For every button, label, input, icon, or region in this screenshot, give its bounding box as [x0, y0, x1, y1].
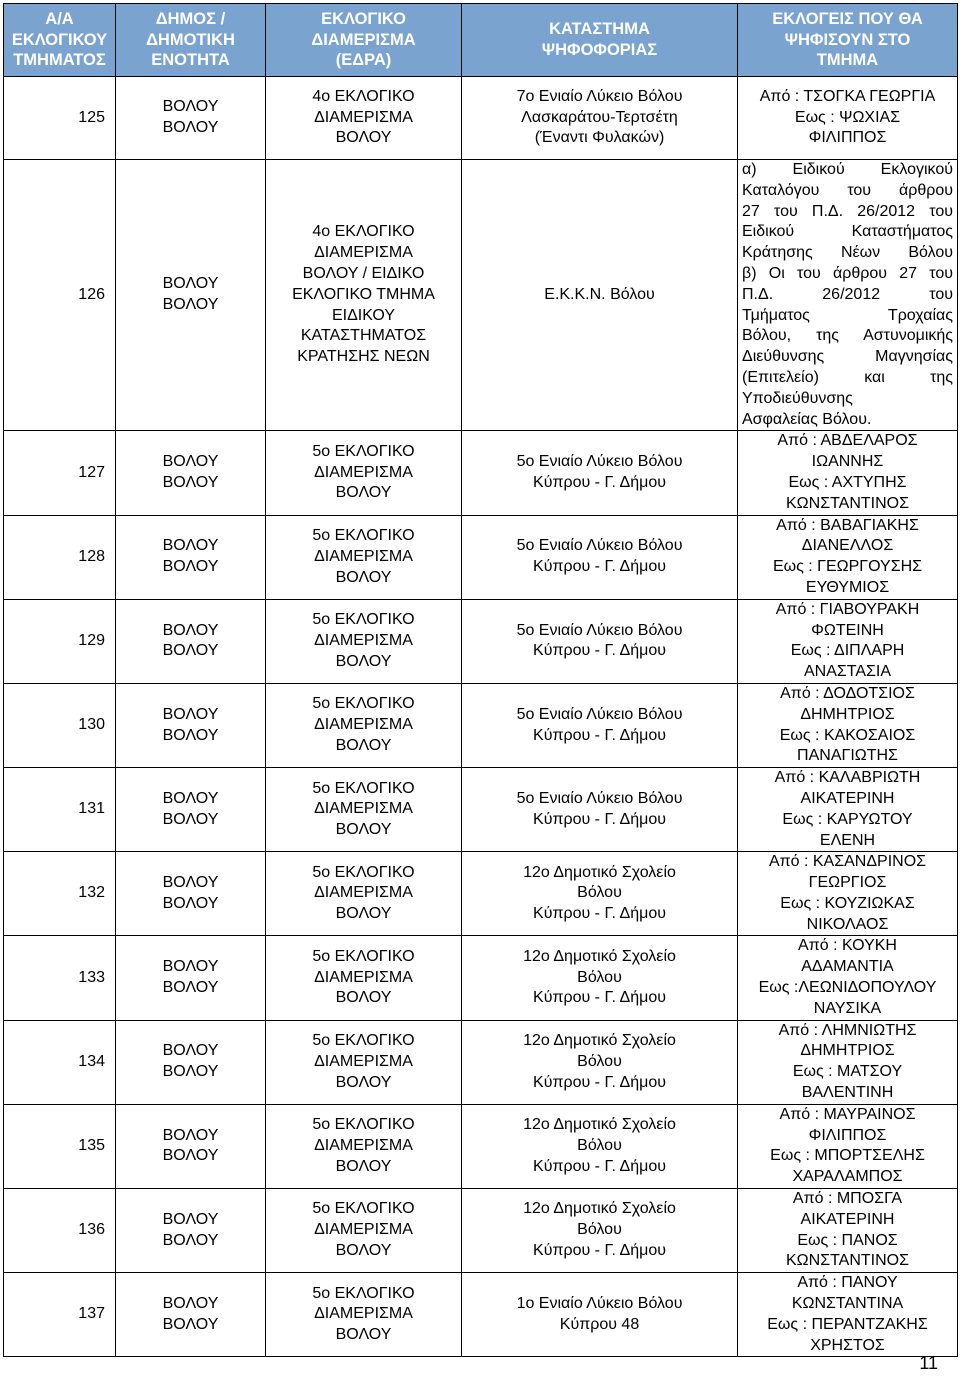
header-line: ΕΚΛΟΓΕΙΣ ΠΟΥ ΘΑ	[772, 9, 923, 28]
cell-line: Εως : ΜΠΟΡΤΣΕΛΗΣ	[770, 1147, 925, 1165]
section-number: 127	[4, 431, 116, 515]
polling-station-cell	[462, 1189, 738, 1273]
electoral-district-cell	[266, 77, 462, 160]
cell-line: ΔΙΑΜΕΡΙΣΜΑ	[314, 968, 413, 986]
cell-line: Εως : ΠΑΝΟΣ	[797, 1231, 898, 1249]
cell-line: 5ο ΕΚΛΟΓΙΚΟ	[312, 1116, 415, 1134]
cell-line: Από : ΜΠΟΣΓΑ	[792, 1190, 903, 1208]
header-line: ΨΗΦΙΣΟΥΝ ΣΤΟ	[784, 30, 911, 49]
cell-line: ΚΑΤΑΣΤΗΜΑΤΟΣ	[300, 327, 427, 345]
cell-line: ΝΑΥΣΙΚΑ	[813, 999, 882, 1017]
cell-line: ΑΙΚΑΤΕΡΙΝΗ	[800, 789, 895, 807]
cell-line: Π.Δ. 26/2012 του	[742, 285, 953, 303]
polling-station-cell	[462, 852, 738, 936]
cell-line: ΒΑΛΕΝΤΙΝΗ	[801, 1084, 894, 1102]
polling-station-cell	[462, 1104, 738, 1188]
municipality-cell	[116, 1020, 266, 1104]
cell-line: Κύπρου 48	[559, 1315, 640, 1333]
section-number: 126	[4, 160, 116, 431]
municipality-cell	[116, 515, 266, 599]
cell-line: 5ο ΕΚΛΟΓΙΚΟ	[312, 1284, 415, 1302]
section-number: 137	[4, 1273, 116, 1357]
cell-line: ΔΙΑΜΕΡΙΣΜΑ	[314, 631, 413, 649]
cell-line: Κύπρου - Γ. Δήμου	[533, 989, 666, 1007]
cell-line: ΔΙΑΜΕΡΙΣΜΑ	[314, 1052, 413, 1070]
cell-line: ΒΟΛΟΥ	[335, 1242, 392, 1260]
cell-line: ΔΗΜΗΤΡΙΟΣ	[800, 1042, 895, 1060]
cell-line: Κύπρου - Γ. Δήμου	[533, 1157, 666, 1175]
electoral-district-cell	[266, 768, 462, 852]
electoral-district-cell	[266, 1273, 462, 1357]
electoral-district-cell	[266, 599, 462, 683]
cell-line: ΓΕΩΡΓΙΟΣ	[808, 874, 887, 892]
voters-cell	[738, 515, 958, 599]
section-number: 125	[4, 77, 116, 160]
section-number: 132	[4, 852, 116, 936]
header-row	[4, 4, 958, 77]
table-row	[4, 1104, 958, 1188]
cell-line: Κύπρου - Γ. Δήμου	[533, 726, 666, 744]
cell-line: Εως : ΚΑΚΟΣΑΙΟΣ	[779, 726, 916, 744]
cell-line: ΔΗΜΗΤΡΙΟΣ	[800, 705, 895, 723]
cell-line: ΒΟΛΟΥ	[335, 1157, 392, 1175]
polling-station-cell	[462, 1020, 738, 1104]
cell-line: 4ο ΕΚΛΟΓΙΚΟ	[312, 87, 415, 105]
cell-line: ΔΙΑΜΕΡΙΣΜΑ	[314, 716, 413, 734]
electoral-district-cell	[266, 160, 462, 431]
table-row	[4, 852, 958, 936]
municipality-cell	[116, 768, 266, 852]
cell-line: 1ο Ενιαίο Λύκειο Βόλου	[516, 1295, 683, 1313]
section-number: 129	[4, 599, 116, 683]
cell-line: Κύπρου - Γ. Δήμου	[533, 642, 666, 660]
cell-line: Κύπρου - Γ. Δήμου	[533, 1242, 666, 1260]
cell-line: ΚΩΝΣΤΑΝΤΙΝΟΣ	[786, 1252, 909, 1270]
cell-line: ΑΔΑΜΑΝΤΙΑ	[801, 958, 894, 976]
cell-line: 12ο Δημοτικό Σχολείο	[523, 1032, 676, 1050]
polling-station-cell	[462, 77, 738, 160]
cell-line: ΒΟΛΟΥ	[162, 621, 219, 639]
cell-line: ΒΟΛΟΥ / ΕΙΔΙΚΟ	[302, 264, 425, 282]
cell-line: ΒΟΛΟΥ	[162, 642, 219, 660]
electoral-district-cell	[266, 936, 462, 1020]
section-number: 136	[4, 1189, 116, 1273]
voters-cell	[738, 936, 958, 1020]
polling-station-cell	[462, 431, 738, 515]
header-line: ΔΙΑΜΕΡΙΣΜΑ	[311, 30, 416, 49]
cell-line: Βόλου	[577, 884, 622, 902]
electoral-district-cell	[266, 1189, 462, 1273]
voters-cell	[738, 1189, 958, 1273]
polling-station-cell	[462, 599, 738, 683]
cell-line: 4ο ΕΚΛΟΓΙΚΟ	[312, 223, 415, 241]
cell-line: ΕΛΕΝΗ	[819, 831, 876, 849]
cell-line: Κύπρου - Γ. Δήμου	[533, 810, 666, 828]
cell-line: ΒΟΛΟΥ	[162, 296, 219, 314]
cell-line: Εως : ΚΟΥΖΙΩΚΑΣ	[780, 894, 915, 912]
cell-line: ΒΟΛΟΥ	[162, 537, 219, 555]
cell-line: ΒΟΛΟΥ	[162, 1147, 219, 1165]
cell-line: ΒΟΛΟΥ	[335, 1073, 392, 1091]
header-line: (ΕΔΡΑ)	[335, 51, 392, 70]
municipality-cell	[116, 77, 266, 160]
cell-line: 5ο Ενιαίο Λύκειο Βόλου	[516, 621, 683, 639]
cell-line: 5ο ΕΚΛΟΓΙΚΟ	[312, 1032, 415, 1050]
page-number: 11	[919, 1353, 938, 1373]
cell-line: ΒΟΛΟΥ	[162, 1042, 219, 1060]
cell-line: ΦΙΛΙΠΠΟΣ	[808, 129, 887, 147]
cell-line: ΒΟΛΟΥ	[162, 1231, 219, 1249]
cell-line: ΝΙΚΟΛΑΟΣ	[806, 915, 889, 933]
table-row	[4, 599, 958, 683]
cell-line: ΔΙΑΜΕΡΙΣΜΑ	[314, 1221, 413, 1239]
cell-line: Από : ΒΑΒΑΓΙΑΚΗΣ	[776, 516, 919, 534]
cell-line: Από : ΜΑΥΡΑΙΝΟΣ	[779, 1105, 916, 1123]
cell-line: ΙΩΑΝΝΗΣ	[811, 453, 884, 471]
cell-line: 5ο Ενιαίο Λύκειο Βόλου	[516, 537, 683, 555]
cell-line: ΦΩΤΕΙΝΗ	[811, 621, 884, 639]
cell-line: ΠΑΝΑΓΙΩΤΗΣ	[797, 747, 898, 765]
cell-line: 5ο Ενιαίο Λύκειο Βόλου	[516, 453, 683, 471]
cell-line: ΕΥΘΥΜΙΟΣ	[805, 578, 890, 596]
cell-line: Καταλόγου του άρθρου	[742, 181, 953, 199]
table-row	[4, 160, 958, 431]
table-row	[4, 431, 958, 515]
cell-line: β) Οι του άρθρου 27 του	[742, 264, 953, 282]
table-row	[4, 515, 958, 599]
cell-line: α) Ειδικού Εκλογικού	[742, 161, 953, 178]
polling-station-cell	[462, 683, 738, 767]
cell-line: Από : ΠΑΝΟΥ	[797, 1274, 898, 1292]
cell-line: Εως : ΓΕΩΡΓΟΥΣΗΣ	[772, 558, 923, 576]
cell-line: Ε.Κ.Κ.Ν. Βόλου	[544, 285, 655, 303]
cell-line: (Επιτελείο) και της	[742, 368, 953, 386]
voters-cell	[738, 160, 958, 431]
section-number: 131	[4, 768, 116, 852]
table-row	[4, 1189, 958, 1273]
cell-line: Ειδικού Καταστήματος	[742, 223, 953, 241]
header-voters	[738, 4, 958, 77]
header-line: ΤΜΗΜΑΤΟΣ	[13, 51, 106, 70]
cell-line: 5ο ΕΚΛΟΓΙΚΟ	[312, 442, 415, 460]
cell-line: ΒΟΛΟΥ	[335, 736, 392, 754]
cell-line: ΒΟΛΟΥ	[335, 652, 392, 670]
section-number: 128	[4, 515, 116, 599]
cell-line: ΒΟΛΟΥ	[335, 905, 392, 923]
cell-line: Εως : ΜΑΤΣΟΥ	[792, 1063, 903, 1081]
voters-cell	[738, 768, 958, 852]
cell-line: 12ο Δημοτικό Σχολείο	[523, 1200, 676, 1218]
cell-line: ΒΟΛΟΥ	[162, 810, 219, 828]
table-row	[4, 683, 958, 767]
table-header	[4, 4, 958, 77]
voters-cell	[738, 431, 958, 515]
polling-stations-table	[3, 3, 958, 1357]
cell-line: Από : ΔΟΔΟΤΣΙΟΣ	[780, 684, 915, 702]
cell-line: 27 του Π.Δ. 26/2012 του	[742, 202, 953, 220]
cell-line: ΒΟΛΟΥ	[162, 1315, 219, 1333]
cell-line: ΒΟΛΟΥ	[162, 275, 219, 293]
polling-station-cell	[462, 768, 738, 852]
header-line: ΨΗΦΟΦΟΡΙΑΣ	[541, 41, 658, 59]
cell-line: ΑΙΚΑΤΕΡΙΝΗ	[800, 1210, 895, 1228]
cell-line: ΒΟΛΟΥ	[162, 894, 219, 912]
cell-line: 5ο ΕΚΛΟΓΙΚΟ	[312, 947, 415, 965]
cell-line: Εως : ΚΑΡΥΩΤΟΥ	[782, 810, 913, 828]
voters-cell	[738, 1273, 958, 1357]
cell-line: 12ο Δημοτικό Σχολείο	[523, 863, 676, 881]
cell-line: 12ο Δημοτικό Σχολείο	[523, 1116, 676, 1134]
cell-line: Εως : ΔΙΠΛΑΡΗ	[790, 642, 905, 660]
header-line: ΔΗΜΟΣ /	[155, 9, 226, 28]
cell-line: Βόλου	[577, 1052, 622, 1070]
cell-line: 5ο ΕΚΛΟΓΙΚΟ	[312, 863, 415, 881]
voters-cell	[738, 599, 958, 683]
header-line: ΕΚΛΟΓΙΚΟ	[321, 9, 406, 28]
cell-line: ΚΡΑΤΗΣΗΣ ΝΕΩΝ	[297, 348, 430, 366]
cell-line: Κράτησης Νέων Βόλου	[742, 244, 953, 262]
cell-line: ΔΙΑΜΕΡΙΣΜΑ	[314, 108, 413, 126]
cell-line: ΒΟΛΟΥ	[162, 119, 219, 136]
cell-line: ΒΟΛΟΥ	[162, 979, 219, 997]
cell-line: ΒΟΛΟΥ	[162, 705, 219, 723]
voters-cell	[738, 77, 958, 160]
header-line: ΕΝΟΤΗΤΑ	[151, 51, 230, 70]
cell-line: Βόλου, της Αστυνομικής	[742, 327, 953, 345]
municipality-cell	[116, 1104, 266, 1188]
table-row	[4, 77, 958, 160]
cell-line: ΔΙΑΜΕΡΙΣΜΑ	[314, 1305, 413, 1323]
electoral-district-cell	[266, 431, 462, 515]
cell-line: ΧΑΡΑΛΑΜΠΟΣ	[792, 1168, 903, 1186]
cell-line: ΔΙΑΜΕΡΙΣΜΑ	[314, 547, 413, 565]
voters-cell	[738, 852, 958, 936]
cell-line: ΕΙΔΙΚΟΥ	[331, 306, 396, 324]
polling-station-cell	[462, 936, 738, 1020]
cell-line: ΔΙΑΜΕΡΙΣΜΑ	[314, 463, 413, 481]
municipality-cell	[116, 1273, 266, 1357]
header-section-number	[4, 4, 116, 77]
cell-line: 5ο ΕΚΛΟΓΙΚΟ	[312, 1200, 415, 1218]
cell-line: ΔΙΑΜΕΡΙΣΜΑ	[314, 1137, 413, 1155]
cell-line: ΚΩΝΣΤΑΝΤΙΝΟΣ	[786, 494, 909, 512]
municipality-cell	[116, 599, 266, 683]
cell-line: ΔΙΑΜΕΡΙΣΜΑ	[314, 800, 413, 818]
municipality-cell	[116, 431, 266, 515]
cell-line: ΕΚΛΟΓΙΚΟ ΤΜΗΜΑ	[292, 285, 435, 303]
cell-line: Από : ΑΒΔΕΛΑΡΟΣ	[777, 432, 918, 450]
section-number: 133	[4, 936, 116, 1020]
cell-line: ΒΟΛΟΥ	[162, 1295, 219, 1313]
voters-cell	[738, 1104, 958, 1188]
cell-line: ΒΟΛΟΥ	[162, 98, 219, 116]
cell-line: Τμήματος Τροχαίας	[742, 306, 953, 324]
cell-line: ΒΟΛΟΥ	[162, 874, 219, 892]
municipality-cell	[116, 1189, 266, 1273]
cell-line: Από : ΚΑΛΑΒΡΙΩΤΗ	[774, 769, 921, 787]
header-municipality	[116, 4, 266, 77]
section-number: 134	[4, 1020, 116, 1104]
cell-line: Από : ΤΣΟΓΚΑ ΓΕΩΡΓΙΑ	[759, 87, 936, 105]
cell-line: Κύπρου - Γ. Δήμου	[533, 1073, 666, 1091]
cell-line: Εως :ΛΕΩΝΙΔΟΠΟΥΛΟΥ	[758, 979, 937, 997]
cell-line: ΒΟΛΟΥ	[162, 473, 219, 491]
cell-line: ΒΟΛΟΥ	[162, 1126, 219, 1144]
cell-line: ΒΟΛΟΥ	[162, 726, 219, 744]
polling-station-cell	[462, 515, 738, 599]
cell-line: 7ο Ενιαίο Λύκειο Βόλου	[516, 87, 683, 105]
voters-cell	[738, 1020, 958, 1104]
cell-line: 5ο ΕΚΛΟΓΙΚΟ	[312, 779, 415, 797]
cell-line: Εως : ΑΧΤΥΠΗΣ	[788, 473, 907, 491]
cell-line: ΔΙΑΜΕΡΙΣΜΑ	[314, 884, 413, 902]
header-polling-station	[462, 4, 738, 77]
cell-line: Διεύθυνσης Μαγνησίας	[742, 348, 953, 366]
cell-line: ΒΟΛΟΥ	[335, 989, 392, 1007]
cell-line: 12ο Δημοτικό Σχολείο	[523, 947, 676, 965]
cell-line: 5ο ΕΚΛΟΓΙΚΟ	[312, 611, 415, 629]
cell-line: ΔΙΑΜΕΡΙΣΜΑ	[314, 244, 413, 262]
table-row	[4, 936, 958, 1020]
cell-line: ΒΟΛΟΥ	[335, 1326, 392, 1344]
electoral-district-cell	[266, 852, 462, 936]
cell-line: ΧΡΗΣΤΟΣ	[810, 1336, 885, 1354]
cell-line: Από : ΓΙΑΒΟΥΡΑΚΗ	[775, 600, 920, 618]
header-line: ΔΗΜΟΤΙΚΗ	[146, 30, 235, 49]
electoral-district-cell	[266, 1020, 462, 1104]
cell-line: ΚΩΝΣΤΑΝΤΙΝΑ	[791, 1295, 904, 1313]
municipality-cell	[116, 160, 266, 431]
table-row	[4, 1273, 958, 1357]
cell-line: Εως : ΠΕΡΑΝΤΖΑΚΗΣ	[767, 1315, 928, 1333]
cell-line: Βόλου	[577, 1221, 622, 1239]
header-line: ΤΜΗΜΑ	[816, 51, 879, 70]
cell-line: 5ο ΕΚΛΟΓΙΚΟ	[312, 695, 415, 713]
municipality-cell	[116, 936, 266, 1020]
cell-line: ΒΟΛΟΥ	[335, 568, 392, 586]
municipality-cell	[116, 683, 266, 767]
cell-line: Κύπρου - Γ. Δήμου	[533, 558, 666, 576]
electoral-district-cell	[266, 683, 462, 767]
cell-line: Ασφαλείας Βόλου.	[742, 410, 872, 428]
cell-line: ΒΟΛΟΥ	[162, 789, 219, 807]
cell-line: (Έναντι Φυλακών)	[534, 129, 665, 147]
cell-line: Από : ΚΑΣΑΝΔΡΙΝΟΣ	[768, 853, 927, 871]
cell-line: Από : ΛΗΜΝΙΩΤΗΣ	[778, 1021, 917, 1039]
section-number: 130	[4, 683, 116, 767]
cell-line: Κύπρου - Γ. Δήμου	[533, 905, 666, 923]
header-line: ΚΑΤΑΣΤΗΜΑ	[549, 20, 650, 39]
polling-station-cell	[462, 160, 738, 431]
table-row	[4, 768, 958, 852]
cell-line: Κύπρου - Γ. Δήμου	[533, 473, 666, 491]
cell-line: ΦΙΛΙΠΠΟΣ	[808, 1126, 887, 1144]
cell-line: ΒΟΛΟΥ	[162, 958, 219, 976]
header-electoral-district	[266, 4, 462, 77]
cell-line: ΔΙΑΝΕΛΛΟΣ	[801, 537, 894, 555]
polling-station-cell	[462, 1273, 738, 1357]
table-row	[4, 1020, 958, 1104]
cell-line: ΒΟΛΟΥ	[335, 821, 392, 839]
header-line: ΕΚΛΟΓΙΚΟΥ	[11, 30, 108, 49]
cell-line: 5ο Ενιαίο Λύκειο Βόλου	[516, 705, 683, 723]
table-body	[4, 77, 958, 1357]
cell-line: ΒΟΛΟΥ	[162, 1063, 219, 1081]
cell-line: Βόλου	[577, 1137, 622, 1155]
cell-line: ΒΟΛΟΥ	[162, 558, 219, 576]
section-number: 135	[4, 1104, 116, 1188]
cell-line: Εως : ΨΩΧΙΑΣ	[794, 108, 901, 126]
header-line: Α/Α	[45, 9, 74, 28]
cell-line: ΒΟΛΟΥ	[162, 453, 219, 471]
cell-line: Λασκαράτου-Τερτσέτη	[521, 108, 678, 126]
cell-line: ΒΟΛΟΥ	[162, 1210, 219, 1228]
cell-line: 5ο Ενιαίο Λύκειο Βόλου	[516, 789, 683, 807]
cell-line: Βόλου	[577, 968, 622, 986]
municipality-cell	[116, 852, 266, 936]
cell-line: ΑΝΑΣΤΑΣΙΑ	[803, 663, 892, 681]
electoral-district-cell	[266, 1104, 462, 1188]
cell-line: ΒΟΛΟΥ	[335, 129, 392, 147]
cell-line: 5ο ΕΚΛΟΓΙΚΟ	[312, 526, 415, 544]
electoral-district-cell	[266, 515, 462, 599]
cell-line: ΒΟΛΟΥ	[335, 484, 392, 502]
voters-cell	[738, 683, 958, 767]
cell-line: Υποδιεύθυνσης	[742, 389, 853, 407]
cell-line: Από : ΚΟΥΚΗ	[798, 937, 897, 955]
